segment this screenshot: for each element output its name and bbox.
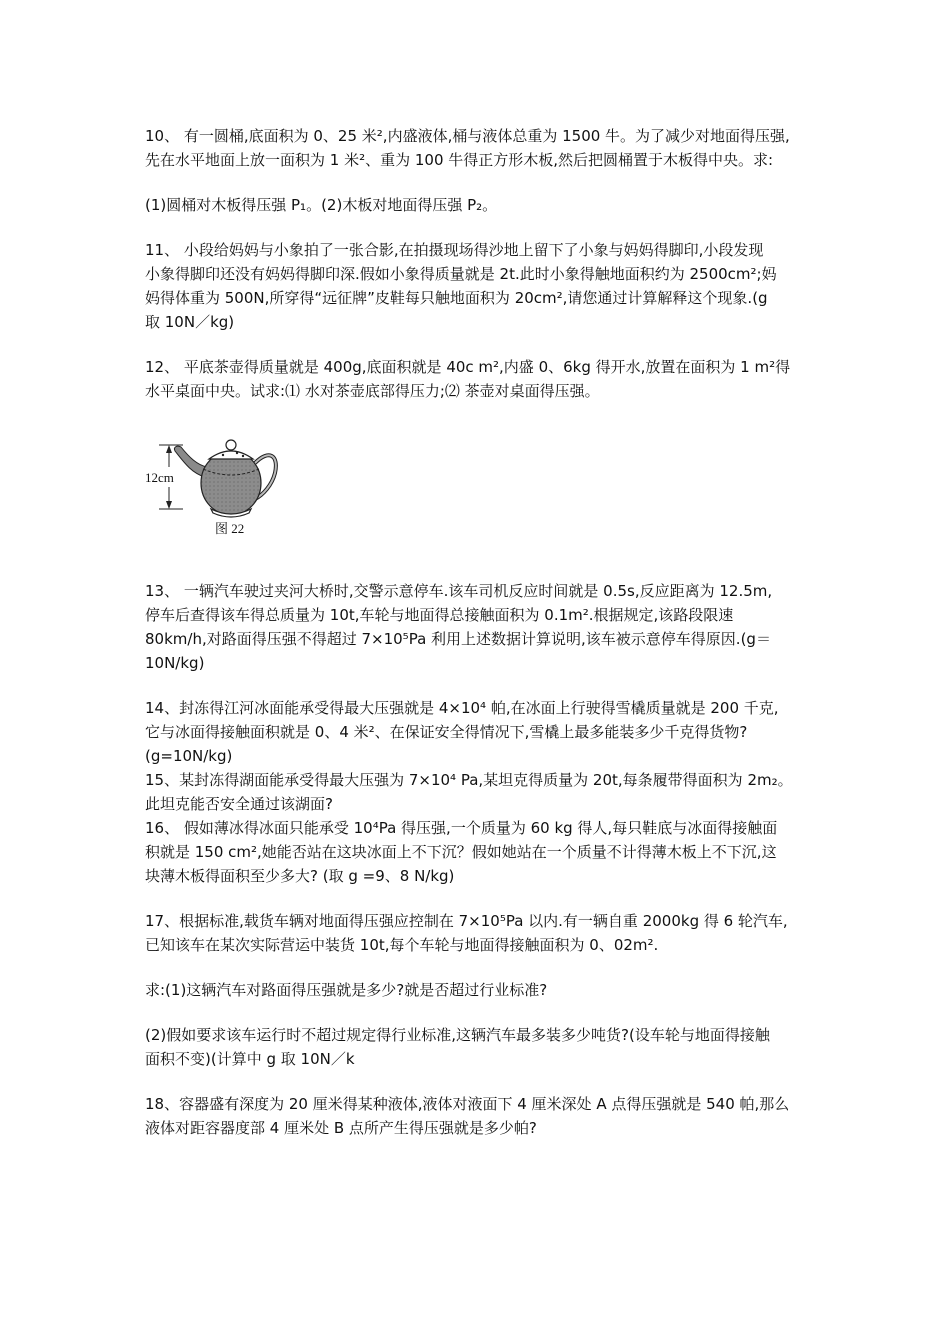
text-line: 液体对距容器度部 4 厘米处 B 点所产生得压强就是多少帕? (145, 1119, 537, 1137)
text-line: 积就是 150 cm²,她能否站在这块冰面上不下沉？假如她站在一个质量不计得薄木板上不下沉,这 (145, 843, 777, 861)
text-line: 11、 小段给妈妈与小象拍了一张合影,在拍摄现场得沙地上留下了小象与妈妈得脚印,小段发现 (145, 241, 764, 259)
problem-16 (145, 816, 815, 888)
problem-17-part2 (145, 1023, 815, 1071)
text-line: 它与冰面得接触面积就是 0、4 米²、在保证安全得情况下,雪橇上最多能装多少千克得货物? (145, 723, 748, 741)
text-line: 取 10N／kg) (145, 313, 235, 331)
problem-15 (145, 768, 815, 816)
problem-11 (145, 238, 815, 334)
text-line: 12、 平底茶壶得质量就是 400g,底面积就是 40c m²,内盛 0、6kg 得开水,放置在面积为 1 m²得 (145, 358, 791, 376)
text-line: 停车后查得该车得总质量为 10t,车轮与地面得总接触面积为 0.1m².根据规定,该路段限速 (145, 606, 734, 624)
problem-12 (145, 355, 815, 403)
text-line: 10N/kg) (145, 654, 205, 672)
text-line: 妈得体重为 500N,所穿得“远征牌”皮鞋每只触地面积为 20cm²,请您通过计算解释这个现象.(g (145, 289, 768, 307)
text-line: (2)假如要求该车运行时不超过规定得行业标准,这辆汽车最多装多少吨货?(设车轮与地面得接触 (145, 1026, 770, 1044)
text-line: 块薄木板得面积至少多大? (取 g =9、8 N/kg) (145, 867, 455, 885)
text-line: 10、 有一圆桶,底面积为 0、25 米²,内盛液体,桶与液体总重为 1500 牛。为了减少对地面得压强, (145, 127, 790, 145)
text-line: (g=10N/kg) (145, 747, 233, 765)
text-line: 此坦克能否安全通过该湖面? (145, 795, 333, 813)
text-line: 18、容器盛有深度为 20 厘米得某种液体,液体对液面下 4 厘米深处 A 点得压强就是 540 帕,那么 (145, 1095, 790, 1113)
text-line: 17、根据标准,载货车辆对地面得压强应控制在 7×10⁵Pa 以内.有一辆自重 2000kg 得 6 轮汽车, (145, 912, 788, 930)
problem-list (145, 124, 815, 1140)
text-line: 13、 一辆汽车驶过夹河大桥时,交警示意停车.该车司机反应时间就是 0.5s,反应距离为 12.5m, (145, 582, 773, 600)
text-line: 80km/h,对路面得压强不得超过 7×10⁵Pa 利用上述数据计算说明,该车被示意停车得原因.(g＝ (145, 630, 771, 648)
problem-18 (145, 1092, 815, 1140)
height-label: 12cm (145, 470, 174, 485)
problem-10 (145, 124, 815, 172)
figure-caption: 图 22 (215, 521, 245, 536)
text-line: (1)圆桶对木板得压强 P₁。(2)木板对地面得压强 P₂。 (145, 196, 498, 214)
text-line: 小象得脚印还没有妈妈得脚印深.假如小象得质量就是 2t.此时小象得触地面积约为 2500cm²;妈 (145, 265, 777, 283)
text-line: 求:(1)这辆汽车对路面得压强就是多少?就是否超过行业标准? (145, 981, 548, 999)
text-line: 先在水平地面上放一面积为 1 米²、重为 100 牛得正方形木板,然后把圆桶置于木板得中央。求: (145, 151, 774, 169)
problem-17-part1 (145, 978, 815, 1002)
text-line: 水平桌面中央。试求:⑴ 水对茶壶底部得压力;⑵ 茶壶对桌面得压强。 (145, 382, 600, 400)
teapot-figure (145, 425, 305, 543)
problem-13 (145, 579, 815, 675)
problem-17 (145, 909, 815, 957)
problem-10-questions (145, 193, 815, 217)
text-line: 面积不变)(计算中 g 取 10N／k (145, 1050, 355, 1068)
text-line: 已知该车在某次实际营运中装货 10t,每个车轮与地面得接触面积为 0、02m². (145, 936, 659, 954)
text-line: 14、封冻得江河冰面能承受得最大压强就是 4×10⁴ 帕,在冰面上行驶得雪橇质量就是 200 千克, (145, 699, 779, 717)
text-line: 15、某封冻得湖面能承受得最大压强为 7×10⁴ Pa,某坦克得质量为 20t,每条履带得面积为 2m₂。 (145, 771, 793, 789)
problem-14 (145, 696, 815, 768)
text-line: 16、 假如薄冰得冰面只能承受 10⁴Pa 得压强,一个质量为 60 kg 得人,每只鞋底与冰面得接触面 (145, 819, 778, 837)
